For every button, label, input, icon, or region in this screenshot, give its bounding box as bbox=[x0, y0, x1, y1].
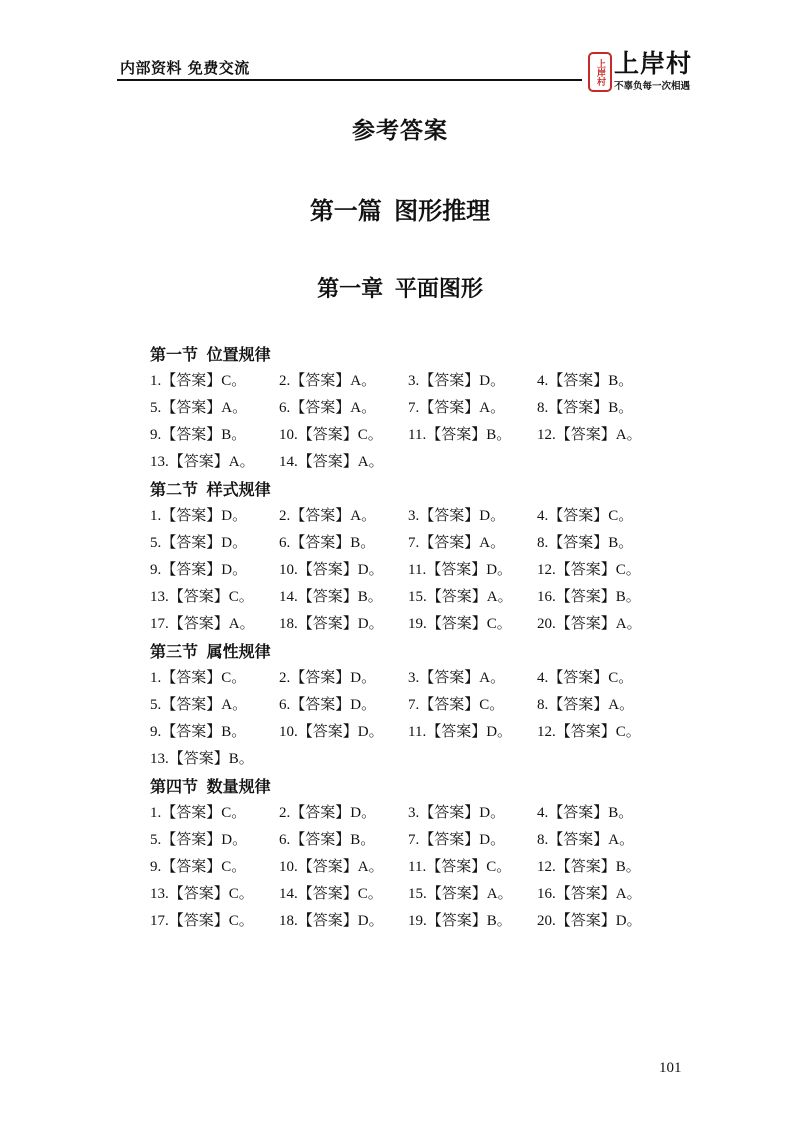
answer-item: 2.【答案】A。 bbox=[279, 373, 377, 389]
logo-seal-text: 上岸村 bbox=[595, 58, 605, 86]
answer-item: 11.【答案】C。 bbox=[408, 859, 512, 875]
answer-item: 18.【答案】D。 bbox=[279, 913, 384, 929]
answer-item: 4.【答案】B。 bbox=[537, 373, 634, 389]
answer-item: 17.【答案】C。 bbox=[150, 913, 254, 929]
answer-item: 8.【答案】B。 bbox=[537, 400, 634, 416]
answer-item: 12.【答案】C。 bbox=[537, 724, 641, 740]
section-title: 第一节 位置规律 bbox=[150, 345, 271, 364]
answer-item: 9.【答案】C。 bbox=[150, 859, 247, 875]
answer-item: 12.【答案】B。 bbox=[537, 859, 641, 875]
chapter-title: 第一章 平面图形 bbox=[317, 277, 483, 302]
answer-item: 7.【答案】A。 bbox=[408, 535, 506, 551]
answer-item: 5.【答案】A。 bbox=[150, 400, 248, 416]
answer-item: 11.【答案】D。 bbox=[408, 562, 513, 578]
answer-item: 2.【答案】D。 bbox=[279, 805, 377, 821]
answer-item: 17.【答案】A。 bbox=[150, 616, 255, 632]
answer-key bbox=[150, 341, 690, 935]
answer-item: 7.【答案】C。 bbox=[408, 697, 505, 713]
answer-grid bbox=[150, 665, 690, 773]
answer-item: 5.【答案】A。 bbox=[150, 697, 248, 713]
answer-item: 8.【答案】A。 bbox=[537, 697, 635, 713]
answer-item: 13.【答案】B。 bbox=[150, 751, 254, 767]
answer-grid bbox=[150, 368, 690, 476]
answer-item: 20.【答案】A。 bbox=[537, 616, 642, 632]
answer-item: 6.【答案】A。 bbox=[279, 400, 377, 416]
answer-item: 9.【答案】D。 bbox=[150, 562, 248, 578]
answer-item: 11.【答案】D。 bbox=[408, 724, 513, 740]
answer-item: 9.【答案】B。 bbox=[150, 427, 247, 443]
answer-item: 11.【答案】B。 bbox=[408, 427, 512, 443]
answer-item: 6.【答案】B。 bbox=[279, 535, 376, 551]
answer-grid bbox=[150, 800, 690, 935]
section-style-rules bbox=[150, 476, 690, 638]
answer-item: 18.【答案】D。 bbox=[279, 616, 384, 632]
header-rule bbox=[117, 79, 582, 81]
answer-item: 19.【答案】B。 bbox=[408, 913, 512, 929]
answer-item: 6.【答案】D。 bbox=[279, 697, 377, 713]
section-title: 第三节 属性规律 bbox=[150, 642, 271, 661]
answer-item: 13.【答案】A。 bbox=[150, 454, 255, 470]
answer-item: 4.【答案】C。 bbox=[537, 508, 634, 524]
answer-item: 7.【答案】D。 bbox=[408, 832, 506, 848]
answer-item: 3.【答案】D。 bbox=[408, 805, 506, 821]
answer-item: 5.【答案】D。 bbox=[150, 535, 248, 551]
answer-item: 5.【答案】D。 bbox=[150, 832, 248, 848]
answer-item: 15.【答案】A。 bbox=[408, 589, 513, 605]
answer-item: 2.【答案】D。 bbox=[279, 670, 377, 686]
answer-item: 6.【答案】B。 bbox=[279, 832, 376, 848]
brand-name: 上岸村 bbox=[614, 49, 693, 78]
answer-item: 15.【答案】A。 bbox=[408, 886, 513, 902]
answer-item: 4.【答案】C。 bbox=[537, 670, 634, 686]
answer-item: 10.【答案】D。 bbox=[279, 724, 384, 740]
section-title: 第四节 数量规律 bbox=[150, 777, 271, 796]
answer-item: 2.【答案】A。 bbox=[279, 508, 377, 524]
answer-item: 8.【答案】B。 bbox=[537, 535, 634, 551]
answer-item: 12.【答案】C。 bbox=[537, 562, 641, 578]
answer-item: 14.【答案】A。 bbox=[279, 454, 384, 470]
section-position-rules bbox=[150, 341, 690, 476]
answer-item: 1.【答案】D。 bbox=[150, 508, 248, 524]
section-quantity-rules bbox=[150, 773, 690, 935]
answer-item: 8.【答案】A。 bbox=[537, 832, 635, 848]
answer-item: 12.【答案】A。 bbox=[537, 427, 642, 443]
answer-item: 9.【答案】B。 bbox=[150, 724, 247, 740]
answer-grid bbox=[150, 503, 690, 638]
answer-item: 16.【答案】B。 bbox=[537, 589, 641, 605]
answer-item: 10.【答案】D。 bbox=[279, 562, 384, 578]
page-number: 101 bbox=[659, 1060, 682, 1076]
answer-item: 19.【答案】C。 bbox=[408, 616, 512, 632]
section-attribute-rules bbox=[150, 638, 690, 773]
logo-seal-icon bbox=[588, 52, 612, 92]
brand-slogan: 不辜负每一次相遇 bbox=[614, 81, 691, 92]
answer-item: 3.【答案】A。 bbox=[408, 670, 506, 686]
answer-item: 14.【答案】C。 bbox=[279, 886, 383, 902]
answer-item: 14.【答案】B。 bbox=[279, 589, 383, 605]
answer-item: 1.【答案】C。 bbox=[150, 373, 247, 389]
answer-item: 10.【答案】A。 bbox=[279, 859, 384, 875]
answer-item: 20.【答案】D。 bbox=[537, 913, 642, 929]
answer-item: 13.【答案】C。 bbox=[150, 589, 254, 605]
answer-item: 4.【答案】B。 bbox=[537, 805, 634, 821]
answer-item: 7.【答案】A。 bbox=[408, 400, 506, 416]
answer-item: 3.【答案】D。 bbox=[408, 508, 506, 524]
answer-item: 13.【答案】C。 bbox=[150, 886, 254, 902]
page-title: 参考答案 bbox=[352, 118, 448, 144]
answer-item: 16.【答案】A。 bbox=[537, 886, 642, 902]
answer-item: 1.【答案】C。 bbox=[150, 805, 247, 821]
header-left-text: 内部资料 免费交流 bbox=[120, 59, 250, 77]
part-title: 第一篇 图形推理 bbox=[309, 197, 491, 225]
answer-item: 10.【答案】C。 bbox=[279, 427, 383, 443]
answer-item: 3.【答案】D。 bbox=[408, 373, 506, 389]
answer-item: 1.【答案】C。 bbox=[150, 670, 247, 686]
section-title: 第二节 样式规律 bbox=[150, 480, 271, 499]
